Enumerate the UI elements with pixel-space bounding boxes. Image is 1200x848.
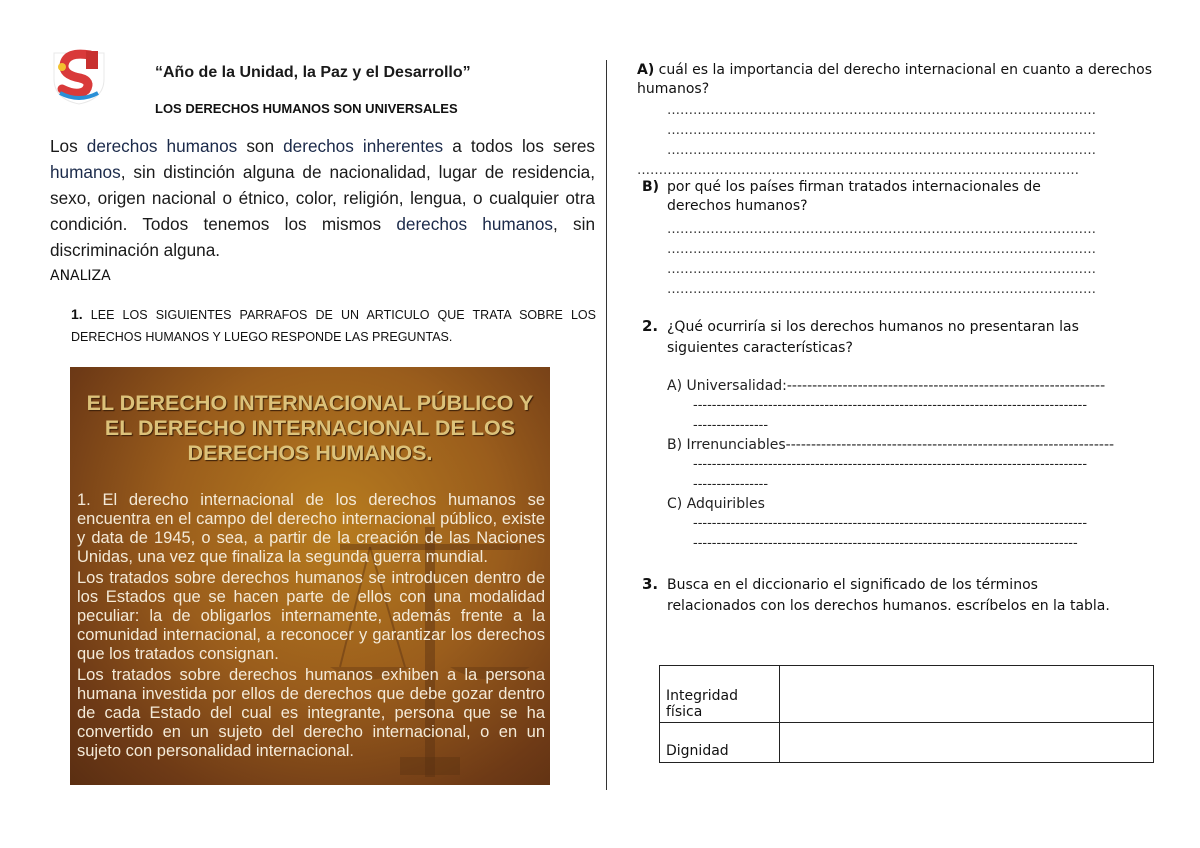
slide-paragraph: 1. El derecho internacional de los derechos humanos se encuentra en el campo del derecho internacional público, existe y data de 1945, o sea, a partir de la creación de las Naciones Unidas, una vez que finaliza la segunda guerra mundial. — [77, 491, 545, 566]
slide-paragraph: Los tratados sobre derechos humanos se introducen dentro de los Estados que se hacen parte de ellos con una modalidad peculiar: la de obligarlos internamente, además frente a la comunidad internacional, a reconocer y garantizar los derechos que los tratados consignan. — [77, 569, 545, 663]
question-1: 1. LEE LOS SIGUIENTES PARRAFOS DE UN ARTICULO QUE TRATA SOBRE LOS DERECHOS HUMANOS Y LUEGO RESPONDE LAS PREGUNTAS. — [71, 306, 596, 344]
answer-line[interactable]: ---------------------------------------------------------------------------------- — [693, 536, 1078, 551]
option-irrenunciables[interactable]: B) Irrenunciables----------------------------------------------------------------- — [667, 437, 1115, 453]
intro-paragraph: Los derechos humanos son derechos inherentes a todos los seres humanos, sin distinción alguna de nacionalidad, lugar de residencia, sexo, origen nacional o étnico, color, religión, lengua, o cualquier otra condición. Todos tenemos los mismos derechos humanos, sin discriminación alguna. — [50, 136, 596, 260]
definition-cell[interactable] — [780, 723, 1154, 763]
question-3: Busca en el diccionario el significado de los términos relacionados con los derechos humanos. escríbelos en la tabla. — [667, 577, 1110, 614]
option-universalidad[interactable]: A) Universalidad:--------------------------------------------------------------- — [667, 378, 1106, 394]
analiza-heading: ANALIZA — [50, 268, 111, 284]
school-logo-icon — [50, 45, 108, 105]
question-a: A) cuál es la importancia del derecho internacional en cuanto a derechos humanos? — [637, 62, 1152, 97]
question-2-number: 2. — [642, 317, 659, 335]
table-row — [660, 723, 1154, 763]
term-cell: Integridad física — [660, 666, 780, 723]
question-2: ¿Qué ocurriría si los derechos humanos no presentaran las siguientes características? — [667, 319, 1079, 356]
motto: “Año de la Unidad, la Paz y el Desarrollo” — [155, 64, 471, 81]
answer-line[interactable]: ……………………………………………………………………………………… — [667, 123, 1096, 138]
answer-line[interactable]: ……………………………………………………………………………………… — [667, 222, 1096, 237]
answer-line[interactable]: ------------------------------------------------------------------------------------ — [693, 516, 1088, 531]
answer-line[interactable]: ………………………………………………………………………………………… — [637, 163, 1079, 178]
answer-line[interactable]: ……………………………………………………………………………………… — [667, 143, 1096, 158]
article-slide — [70, 367, 550, 785]
term-cell: Dignidad — [660, 723, 780, 763]
slide-body — [77, 491, 545, 763]
table-row — [660, 666, 1154, 723]
question-3-number: 3. — [642, 575, 659, 593]
slide-paragraph: Los tratados sobre derechos humanos exhiben a la persona humana investida por ellos de derechos que debe gozar dentro de cada Estado del cual es integrante, persona que se ha convertido en un sujeto del derecho internacional, o en un sujeto con personalidad internacional. — [77, 666, 545, 760]
slide-title: EL DERECHO INTERNACIONAL PÚBLICO Y EL DERECHO INTERNACIONAL DE LOS DERECHOS HUMANOS. — [86, 391, 534, 465]
terms-table — [659, 665, 1154, 763]
answer-line[interactable]: ……………………………………………………………………………………… — [667, 103, 1096, 118]
answer-line[interactable]: ------------------------------------------------------------------------------------ — [693, 398, 1088, 413]
answer-line[interactable]: ------------------------------------------------------------------------------------ — [693, 457, 1088, 472]
answer-line[interactable]: ……………………………………………………………………………………… — [667, 282, 1096, 297]
answer-line[interactable]: ……………………………………………………………………………………… — [667, 242, 1096, 257]
question-b-label: B) — [642, 179, 660, 195]
page-title: LOS DERECHOS HUMANOS SON UNIVERSALES — [155, 101, 458, 116]
answer-line[interactable]: ---------------- — [693, 418, 769, 433]
question-b: por qué los países firman tratados internacionales de derechos humanos? — [667, 179, 1041, 214]
column-divider — [606, 60, 607, 790]
answer-line[interactable]: ---------------- — [693, 477, 769, 492]
option-adquiribles[interactable]: C) Adquiribles — [667, 496, 765, 512]
answer-line[interactable]: ……………………………………………………………………………………… — [667, 262, 1096, 277]
definition-cell[interactable] — [780, 666, 1154, 723]
